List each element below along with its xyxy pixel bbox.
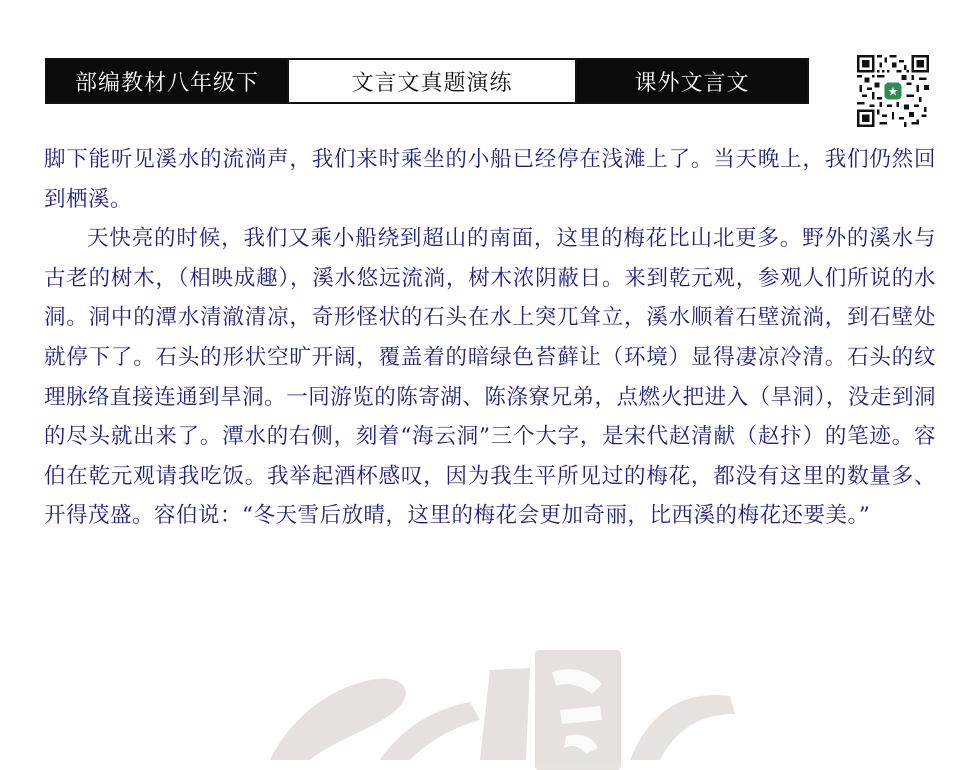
- category-label: 课外文言文: [577, 60, 807, 102]
- qr-code: [857, 55, 929, 127]
- paragraph: 脚下能听见溪水的流淌声，我们来时乘坐的小船已经停在浅滩上了。当天晚上，我们仍然回到栖溪。: [44, 147, 936, 212]
- paragraph: 天快亮的时候，我们又乘小船绕到超山的南面，这里的梅花比山北更多。野外的溪水与古老的树木，（相映成趣），溪水悠远流淌，树木浓阴蔽日。来到乾元观，参观人们所说的水洞。洞中的潭水清澈清凉，奇形怪状的石头在水上突兀耸立，溪水顺着石壁流淌，到石壁处就停下了。石头的形状空旷开阔，覆盖着的暗绿色苔藓让（环境）显得凄凉冷清。石头的纹理脉络直接连通到旱洞。一同游览的陈寄湖、陈涤寮兄弟，点燃火把进入（旱洞），没走到洞的尽头就出来了。潭水的右侧，刻着“海云洞”三个大字，是宋代赵清献（赵抃）的笔迹。容伯在乾元观请我吃饭。我举起酒杯感叹，因为我生平所见过的梅花，都没有这里的数量多、开得茂盛。容伯说：“冬天雪后放晴，这里的梅花会更加奇丽，比西溪的梅花还要美。”: [44, 226, 936, 529]
- grade-label: 部编教材八年级下: [47, 60, 287, 102]
- qr-logo-icon: ★: [887, 83, 899, 99]
- article-body: [44, 140, 936, 536]
- watermark-logo: [230, 610, 750, 770]
- section-title: 文言文真题演练: [287, 60, 577, 102]
- header-banner: [45, 58, 809, 104]
